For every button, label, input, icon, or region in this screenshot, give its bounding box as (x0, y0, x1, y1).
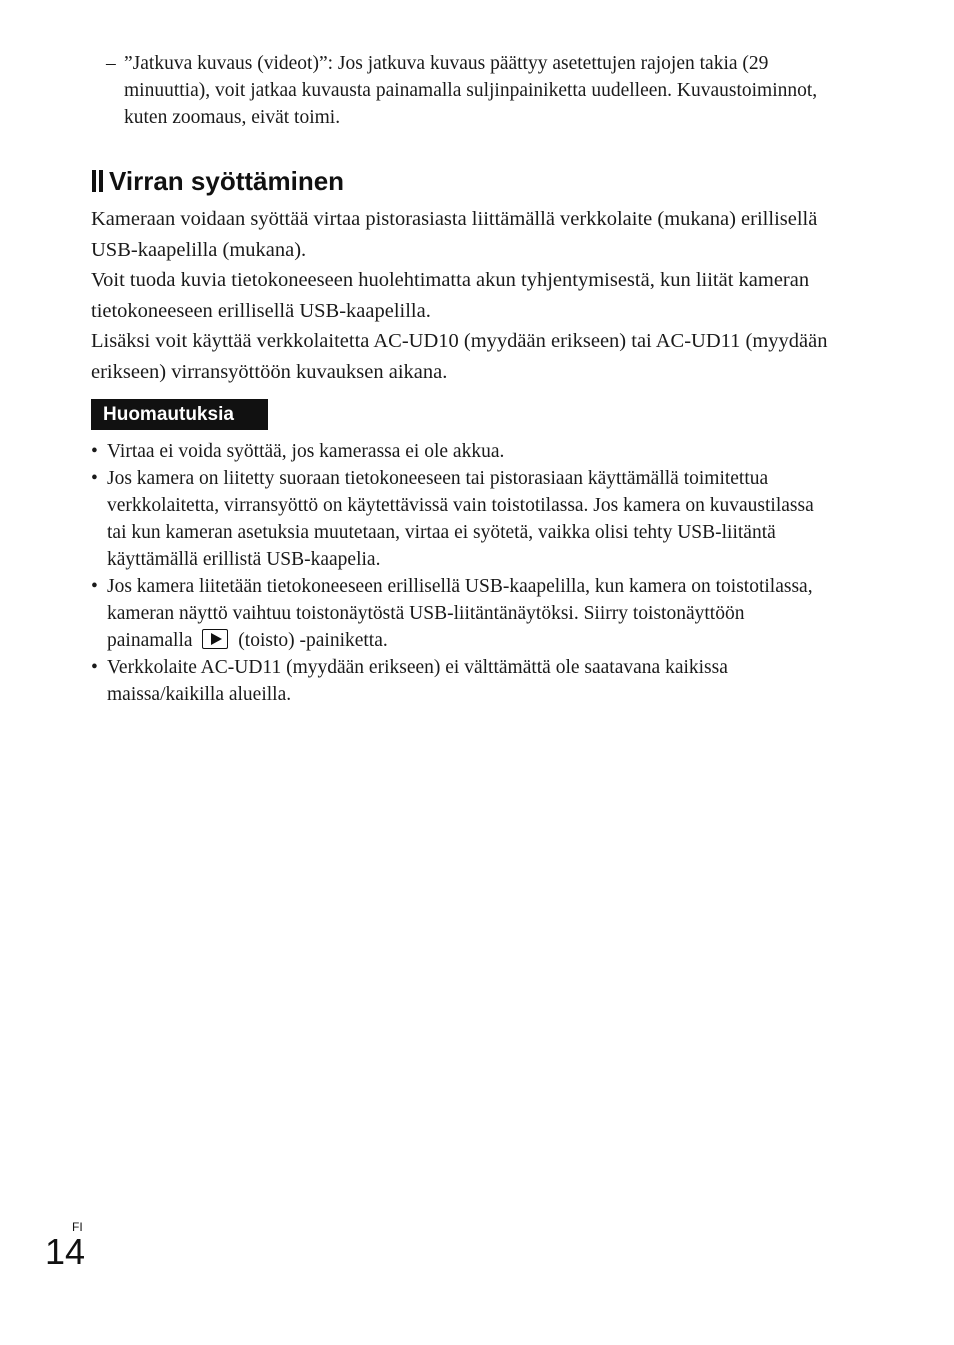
note-text: Jos kamera liitetään tietokoneeseen erillisellä USB-kaapelilla, kun kamera on toistotilassa, kameran näyttö vaihtuu toistonäytöstä USB-liitäntänäytöksi. Siirry toistonäyttöön painamalla (107, 576, 813, 651)
note-item (91, 438, 831, 465)
notes-label: Huomautuksia (91, 399, 268, 430)
note-item (91, 573, 831, 654)
bullet: • (91, 441, 98, 462)
paragraph: Voit tuoda kuvia tietokoneeseen huolehtimatta akun tyhjentymisestä, kun liität kameran tietokoneeseen erillisellä USB-kaapelilla. (91, 269, 810, 322)
note-text: Virtaa ei voida syöttää, jos kamerassa ei ole akkua. (107, 441, 505, 462)
section-body (91, 204, 851, 387)
note-text: Jos kamera on liitetty suoraan tietokoneeseen tai pistorasiaan käyttämällä toimitettua verkkolaitetta, virransyöttö on käytettävissä vain toistotilassa. Jos kamera on kuvaustilassa tai kun kameran asetuksia muutetaan, virtaa ei syötetä, vaikka olisi tehty USB-liitäntä käyttämällä erillistä USB-kaapelia. (107, 468, 814, 570)
bullet: • (91, 468, 98, 489)
note-item (91, 654, 831, 708)
note-text: (toisto) -painiketta. (238, 630, 388, 651)
paragraph: Lisäksi voit käyttää verkkolaitetta AC-UD10 (myydään erikseen) tai AC-UD11 (myydään erikseen) virransyöttöön kuvauksen aikana. (91, 330, 828, 383)
notes-list (91, 438, 831, 708)
bullet: • (91, 657, 98, 678)
page-number: 14 (45, 1231, 86, 1272)
paragraph: Kameraan voidaan syöttää virtaa pistorasiasta liittämällä verkkolaite (mukana) erillisellä USB-kaapelilla (mukana). (91, 208, 818, 261)
continuation-text: ”Jatkuva kuvaus (videot)”: Jos jatkuva kuvaus päättyy asetettujen rajojen takia (29 minuuttia), voit jatkaa kuvausta painamalla suljinpainiketta uudelleen. Kuvaustoiminnot, kuten zoomaus, eivät toimi. (124, 53, 818, 128)
note-text: Verkkolaite AC-UD11 (myydään erikseen) ei välttämättä ole saatavana kaikissa maissa/kaikilla alueilla. (107, 657, 728, 705)
note-item (91, 465, 831, 573)
section-marker-icon (92, 170, 103, 192)
continuation-item (106, 50, 846, 131)
playback-button-icon (202, 629, 228, 649)
section-title: Virran syöttäminen (109, 166, 345, 196)
language-code: FI (72, 1220, 83, 1234)
dash-marker: – (106, 53, 116, 74)
section-heading (92, 164, 344, 198)
bullet: • (91, 576, 98, 597)
